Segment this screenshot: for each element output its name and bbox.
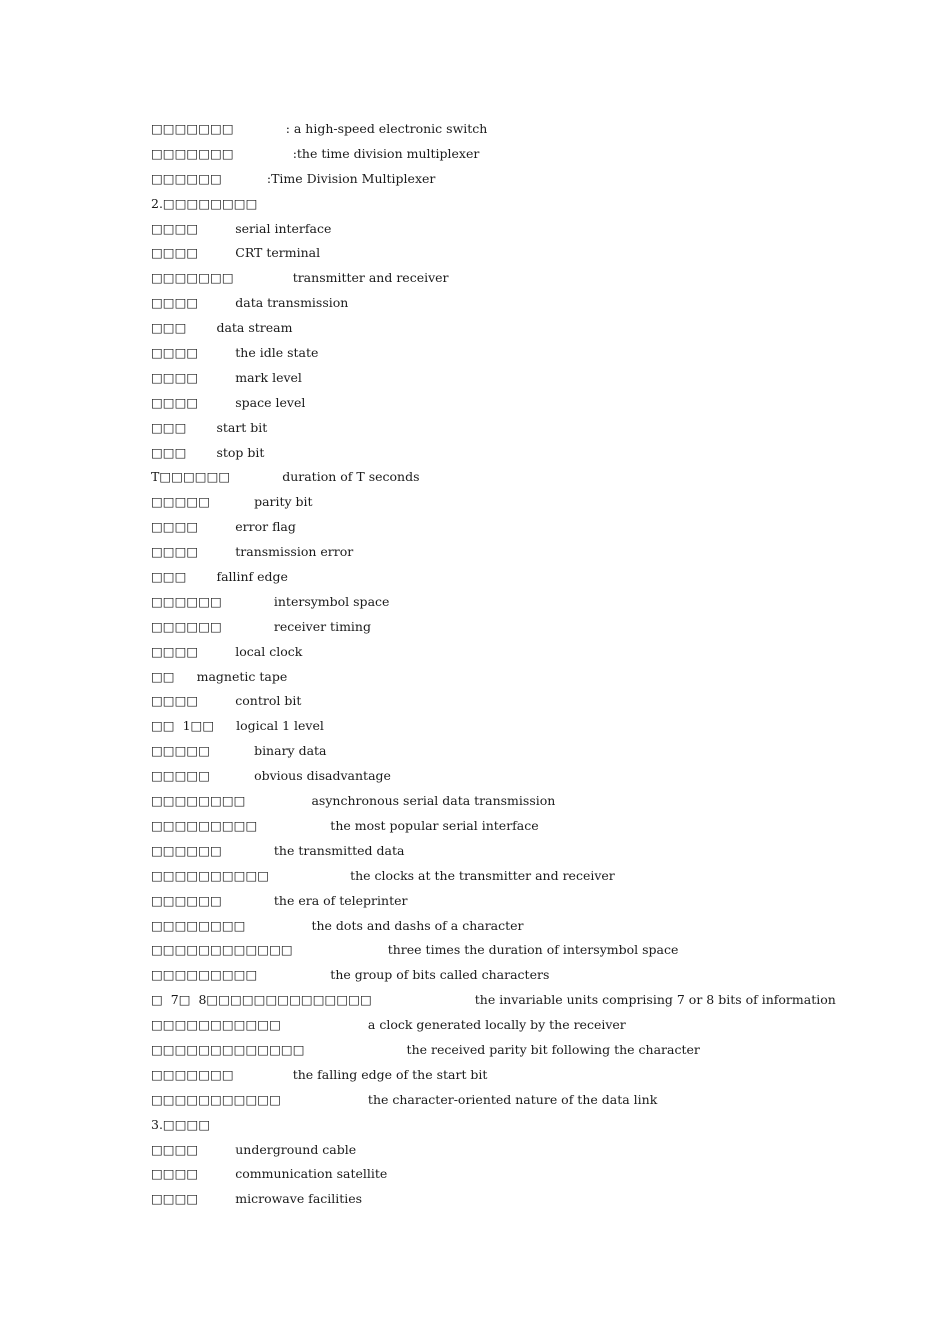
glossary-line: [151, 1162, 891, 1187]
glossary-line: [151, 366, 891, 391]
glossary-line: [151, 142, 891, 167]
glossary-line: [151, 291, 891, 316]
glossary-term: □□ 1□□: [151, 718, 215, 734]
glossary-term: □□□□: [151, 544, 199, 560]
glossary-term: □□□: [151, 444, 187, 460]
glossary-term: □ 7□ 8□□□□□□□□□□□□□□: [151, 992, 372, 1008]
glossary-translation: parity bit: [254, 494, 313, 510]
glossary-translation: stop bit: [216, 444, 265, 460]
glossary-term: □□□□□□: [151, 892, 222, 908]
glossary-line: [151, 1088, 891, 1113]
glossary-translation: binary data: [254, 743, 327, 759]
glossary-line: [151, 441, 891, 466]
glossary-line: [151, 814, 891, 839]
glossary-line: [151, 689, 891, 714]
glossary-line: [151, 1063, 891, 1088]
glossary-translation: the character-oriented nature of the data link: [367, 1091, 658, 1107]
glossary-term: □□□□□□□□: [151, 793, 246, 809]
glossary-line: [151, 938, 891, 963]
glossary-translation: communication satellite: [235, 1166, 388, 1182]
glossary-term: □□: [151, 668, 175, 684]
glossary-line: [151, 241, 891, 266]
glossary-term: □□□: [151, 569, 187, 585]
glossary-translation: duration of T seconds: [282, 469, 420, 485]
glossary-translation: three times the duration of intersymbol space: [387, 942, 679, 958]
glossary-term: □□□□: [151, 643, 199, 659]
glossary-translation: the transmitted data: [273, 842, 405, 858]
glossary-line: [151, 963, 891, 988]
glossary-line: [151, 167, 891, 192]
glossary-term: □□□□□: [151, 494, 211, 510]
glossary-line: [151, 839, 891, 864]
glossary-line: [151, 117, 891, 142]
glossary-translation: :Time Division Multiplexer: [266, 170, 436, 186]
glossary-line: [151, 1013, 891, 1038]
glossary-line: [151, 764, 891, 789]
glossary-translation: asynchronous serial data transmission: [311, 793, 556, 809]
glossary-term: □□□□□□: [151, 170, 222, 186]
glossary-term: □□□□□: [151, 768, 211, 784]
glossary-translation: data transmission: [235, 295, 349, 311]
glossary-line: [151, 988, 891, 1013]
glossary-term: □□□□: [151, 394, 199, 410]
glossary-translation: CRT terminal: [235, 245, 321, 261]
glossary-translation: :the time division multiplexer: [292, 145, 480, 161]
glossary-translation: space level: [235, 394, 306, 410]
glossary-line: [151, 540, 891, 565]
glossary-term: □□□: [151, 320, 187, 336]
glossary-line: [151, 714, 891, 739]
glossary-term: □□□□: [151, 519, 199, 535]
glossary-term: □□□□: [151, 220, 199, 236]
glossary-term: □□□□□□□: [151, 1066, 234, 1082]
glossary-line: [151, 615, 891, 640]
glossary-term: □□□□□□□□□□□: [151, 1017, 281, 1033]
glossary-term: □□□: [151, 419, 187, 435]
glossary-term: □□□□□: [151, 743, 211, 759]
glossary-line: [151, 490, 891, 515]
glossary-translation: receiver timing: [273, 618, 371, 634]
glossary-term: □□□□□□□: [151, 145, 234, 161]
glossary-translation: fallinf edge: [216, 569, 288, 585]
glossary-translation: error flag: [235, 519, 296, 535]
document-body: [151, 117, 891, 1212]
glossary-term: □□□□□□□□□□□: [151, 1091, 281, 1107]
glossary-term: □□□□□□□□□□□□: [151, 942, 293, 958]
glossary-line: [151, 316, 891, 341]
glossary-line: [151, 1038, 891, 1063]
glossary-line: [151, 341, 891, 366]
glossary-term: □□□□: [151, 295, 199, 311]
glossary-line: [151, 665, 891, 690]
glossary-translation: serial interface: [235, 220, 332, 236]
glossary-line: [151, 192, 891, 217]
glossary-term: □□□□□□□□□: [151, 967, 258, 983]
glossary-line: [151, 640, 891, 665]
glossary-term: □□□□□□: [151, 593, 222, 609]
glossary-translation: magnetic tape: [196, 668, 288, 684]
glossary-term: □□□□□□□: [151, 121, 234, 136]
glossary-term: □□□□□□: [151, 842, 222, 858]
glossary-term: 2.□□□□□□□□: [151, 195, 258, 211]
glossary-term: □□□□□□□□□□: [151, 867, 270, 883]
glossary-translation: the received parity bit following the character: [406, 1041, 700, 1057]
glossary-translation: obvious disadvantage: [254, 768, 391, 784]
glossary-translation: the invariable units comprising 7 or 8 bits of information: [474, 992, 836, 1008]
glossary-translation: the most popular serial interface: [330, 817, 539, 833]
glossary-translation: transmission error: [235, 544, 354, 560]
glossary-line: [151, 391, 891, 416]
glossary-line: [151, 789, 891, 814]
glossary-translation: start bit: [216, 419, 268, 435]
glossary-translation: a clock generated locally by the receiver: [367, 1017, 626, 1033]
glossary-translation: mark level: [235, 369, 302, 385]
glossary-line: [151, 864, 891, 889]
glossary-translation: the dots and dashs of a character: [311, 917, 524, 933]
glossary-line: [151, 565, 891, 590]
glossary-term: T□□□□□□: [151, 469, 231, 485]
glossary-translation: underground cable: [235, 1141, 357, 1157]
glossary-line: [151, 739, 891, 764]
glossary-term: □□□□□□□: [151, 270, 234, 286]
glossary-translation: intersymbol space: [273, 593, 390, 609]
glossary-term: □□□□□□□□□□□□□: [151, 1041, 305, 1057]
glossary-translation: the group of bits called characters: [330, 967, 550, 983]
glossary-line: [151, 416, 891, 441]
glossary-translation: transmitter and receiver: [292, 270, 449, 286]
glossary-term: □□□□: [151, 345, 199, 361]
glossary-translation: the clocks at the transmitter and receiver: [350, 867, 615, 883]
glossary-line: [151, 465, 891, 490]
glossary-line: [151, 1187, 891, 1212]
glossary-term: 3.□□□□: [151, 1116, 211, 1132]
glossary-term: □□□□: [151, 245, 199, 261]
glossary-term: □□□□: [151, 1141, 199, 1157]
glossary-line: [151, 590, 891, 615]
glossary-term: □□□□□□□□□: [151, 817, 258, 833]
glossary-term: □□□□: [151, 693, 199, 709]
glossary-line: [151, 1138, 891, 1163]
glossary-translation: microwave facilities: [235, 1191, 363, 1207]
glossary-term: □□□□: [151, 369, 199, 385]
glossary-translation: the falling edge of the start bit: [292, 1066, 488, 1082]
glossary-translation: : a high-speed electronic switch: [285, 121, 488, 136]
glossary-translation: the era of teleprinter: [273, 892, 408, 908]
glossary-line: [151, 889, 891, 914]
glossary-term: □□□□□□: [151, 618, 222, 634]
glossary-line: [151, 515, 891, 540]
glossary-term: □□□□: [151, 1191, 199, 1207]
glossary-line: [151, 914, 891, 939]
glossary-line: [151, 1113, 891, 1138]
glossary-translation: the idle state: [235, 345, 319, 361]
glossary-term: □□□□: [151, 1166, 199, 1182]
glossary-term: □□□□□□□□: [151, 917, 246, 933]
glossary-translation: data stream: [216, 320, 293, 336]
glossary-line: [151, 266, 891, 291]
glossary-translation: logical 1 level: [236, 718, 324, 734]
glossary-translation: local clock: [235, 643, 303, 659]
glossary-translation: control bit: [235, 693, 302, 709]
glossary-line: [151, 217, 891, 242]
